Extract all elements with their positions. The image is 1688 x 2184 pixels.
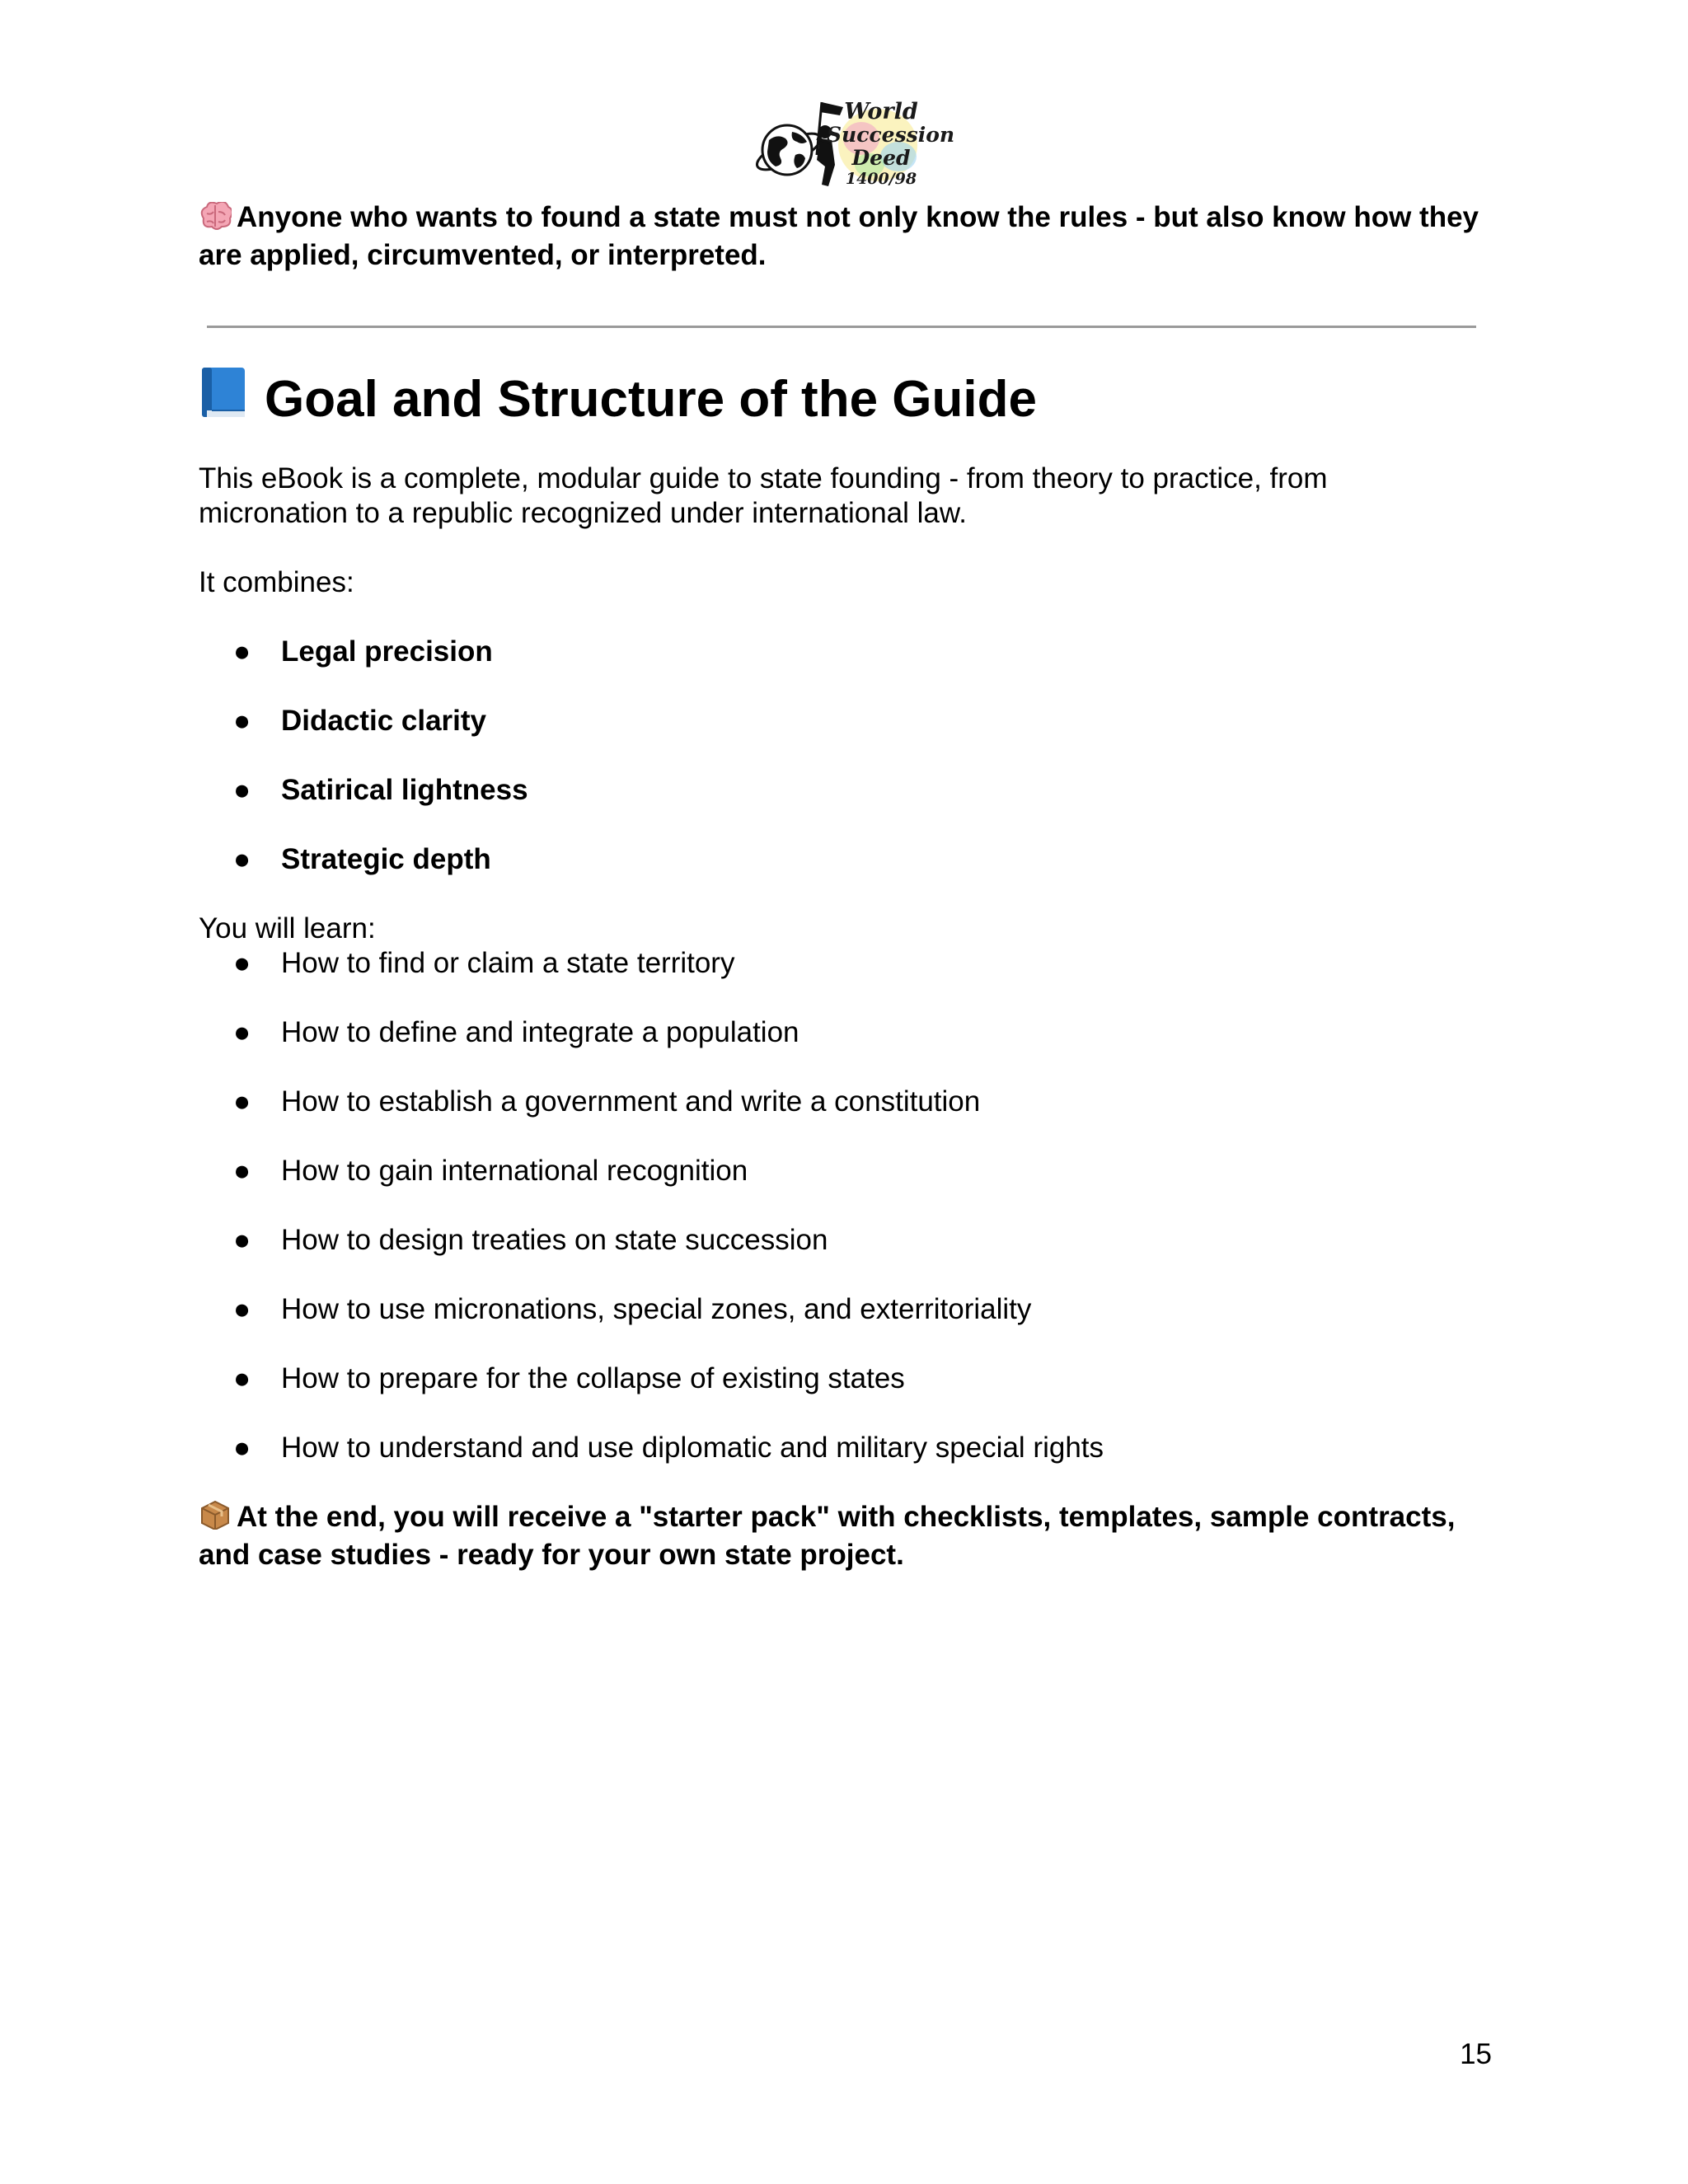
learn-list: [199, 946, 1484, 1465]
list-item: [199, 1292, 1484, 1327]
list-item-text: How to design treaties on state succession: [281, 1224, 828, 1256]
world-succession-deed-logo: [746, 97, 955, 194]
bullet-icon: ●: [233, 1085, 251, 1118]
page-number: 15: [1460, 2038, 1492, 2070]
list-item-text: How to establish a government and write a constitution: [281, 1085, 981, 1118]
brain-icon: [199, 202, 232, 238]
bullet-icon: ●: [233, 1432, 251, 1464]
closing-note: [199, 1500, 1484, 1572]
section-heading: [199, 366, 1484, 434]
section-paragraph: This eBook is a complete, modular guide to state founding - from theory to practice, from micronation to a republic recognized under international law.: [199, 462, 1328, 529]
list-item-text: How to use micronations, special zones, and exterritoriality: [281, 1293, 1032, 1325]
list-item-text: How to prepare for the collapse of existing states: [281, 1362, 905, 1394]
list-item: [199, 946, 1484, 981]
bullet-icon: ●: [233, 1016, 251, 1048]
combines-list: [199, 635, 1484, 877]
learn-label: You will learn:: [199, 912, 376, 944]
list-item-text: Legal precision: [281, 635, 493, 668]
list-item-text: Satirical lightness: [281, 774, 528, 806]
list-item: [199, 842, 1484, 877]
list-item: [199, 1431, 1484, 1465]
page-content: [199, 200, 1484, 1572]
list-item-text: How to find or claim a state territory: [281, 947, 735, 979]
logo-wordmark: [827, 99, 955, 188]
logo-line-world: World: [844, 99, 918, 124]
list-item: [199, 1085, 1484, 1119]
logo-line-number: 1400/98: [845, 170, 917, 188]
logo-line-deed: Deed: [851, 146, 911, 170]
bullet-icon: ●: [233, 1362, 251, 1394]
list-item-text: How to understand and use diplomatic and military special rights: [281, 1432, 1104, 1464]
bullet-icon: ●: [233, 1293, 251, 1325]
list-item: [199, 635, 1484, 669]
logo-line-succession: Succession: [827, 123, 955, 147]
list-item: [199, 1361, 1484, 1396]
bullet-icon: ●: [233, 774, 251, 806]
list-item-text: Didactic clarity: [281, 705, 486, 737]
list-item-text: How to define and integrate a population: [281, 1016, 799, 1048]
horizontal-divider: [207, 326, 1476, 328]
bullet-icon: ●: [233, 635, 251, 668]
list-item: [199, 1154, 1484, 1188]
package-icon: [199, 1500, 232, 1538]
blue-book-icon: [199, 366, 250, 434]
list-item: [199, 1015, 1484, 1050]
bullet-icon: ●: [233, 843, 251, 875]
bullet-icon: ●: [233, 705, 251, 737]
intro-note: [199, 200, 1484, 273]
closing-note-text: At the end, you will receive a "starter pack" with checklists, templates, sample contracts, and case studies - ready for your own state project.: [199, 1501, 1456, 1571]
intro-note-text: Anyone who wants to found a state must not only know the rules - but also know how they are applied, circumvented, or interpreted.: [199, 201, 1479, 271]
bullet-icon: ●: [233, 1224, 251, 1256]
list-item-text: How to gain international recognition: [281, 1155, 748, 1187]
list-item: [199, 1223, 1484, 1258]
bullet-icon: ●: [233, 947, 251, 979]
list-item: [199, 773, 1484, 808]
list-item: [199, 704, 1484, 738]
section-heading-text: Goal and Structure of the Guide: [265, 371, 1037, 428]
bullet-icon: ●: [233, 1155, 251, 1187]
combines-label: It combines:: [199, 566, 354, 598]
list-item-text: Strategic depth: [281, 843, 491, 875]
